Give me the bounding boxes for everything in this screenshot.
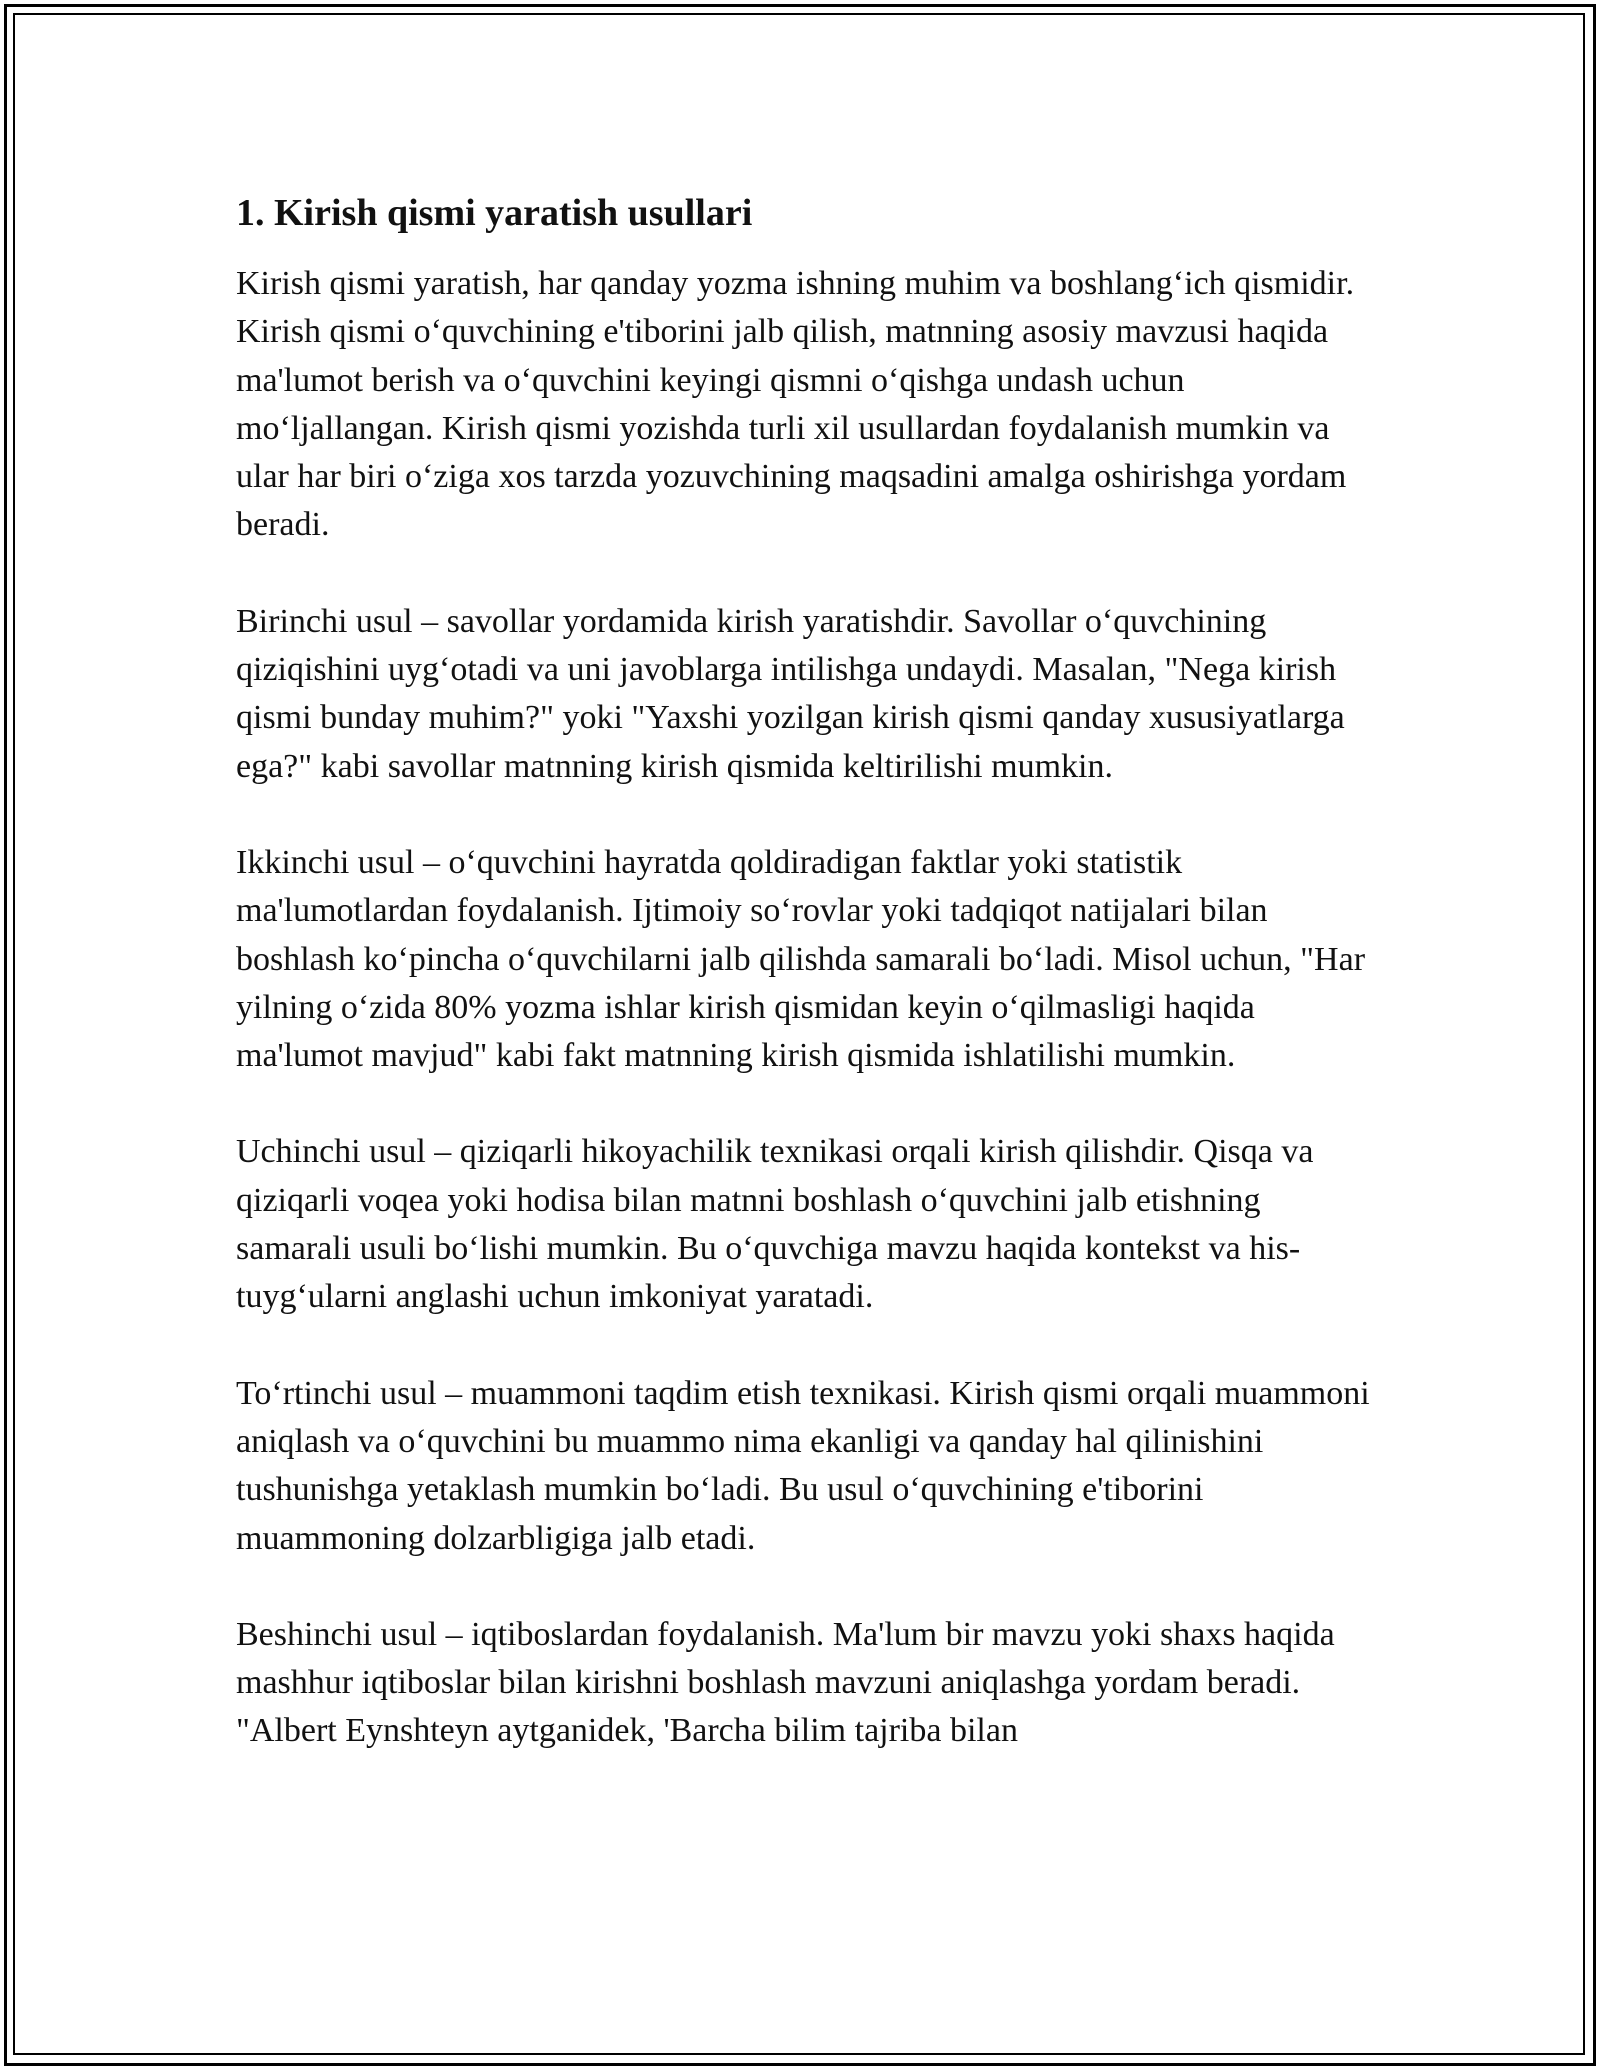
section-heading: 1. Kirish qismi yaratish usullari	[236, 192, 753, 234]
paragraph-method-3: Uchinchi usul – qiziqarli hikoyachilik texnikasi orqali kirish qilishdir. Qisqa va qiziqarli voqea yoki hodisa bilan matnni boshlash o‘quvchini jalb etishning samarali usuli bo‘lishi mumkin. Bu o‘quvchiga mavzu haqida kontekst va his-tuyg‘ularni anglashi uchun imkoniyat yaratadi.	[236, 1133, 1314, 1316]
paragraph-intro: Kirish qismi yaratish, har qanday yozma ishning muhim va boshlang‘ich qismidir. Kirish qismi o‘quvchining e'tiborini jalb qilish, matnning asosiy mavzusi haqida ma'lumot berish va o‘quvchini keyingi qismni o‘qishga undash uchun mo‘ljallangan. Kirish qismi yozishda turli xil usullardan foydalanish mumkin va ular har biri o‘ziga xos tarzda yozuvchining maqsadini amalga oshirishga yordam beradi.	[236, 265, 1355, 544]
paragraph-method-4: To‘rtinchi usul – muammoni taqdim etish texnikasi. Kirish qismi orqali muammoni aniqlash va o‘quvchini bu muammo nima ekanligi va qanday hal qilinishini tushunishga yetaklash mumkin bo‘ladi. Bu usul o‘quvchining e'tiborini muammoning dolzarbligiga jalb etadi.	[236, 1374, 1370, 1557]
document-body	[236, 186, 1372, 1804]
paragraph-method-1: Birinchi usul – savollar yordamida kirish yaratishdir. Savollar o‘quvchining qiziqishini uyg‘otadi va uni javoblarga intilishga undaydi. Masalan, "Nega kirish qismi bunday muhim?" yoki "Yaxshi yozilgan kirish qismi qanday xususiyatlarga ega?" kabi savollar matnning kirish qismida keltirilishi mumkin.	[236, 602, 1345, 785]
paragraph-method-5: Beshinchi usul – iqtiboslardan foydalanish. Ma'lum bir mavzu yoki shaxs haqida mashhur iqtiboslar bilan kirishni boshlash mavzuni aniqlashga yordam beradi. "Albert Eynshteyn aytganidek, 'Barcha bilim tajriba bilan	[236, 1615, 1335, 1750]
paragraph-method-2: Ikkinchi usul – o‘quvchini hayratda qoldiradigan faktlar yoki statistik ma'lumotlardan foydalanish. Ijtimoiy so‘rovlar yoki tadqiqot natijalari bilan boshlash ko‘pincha o‘quvchilarni jalb qilishda samarali bo‘ladi. Misol uchun, "Har yilning o‘zida 80% yozma ishlar kirish qismidan keyin o‘qilmasligi haqida ma'lumot mavjud" kabi fakt matnning kirish qismida ishlatilishi mumkin.	[236, 843, 1366, 1075]
